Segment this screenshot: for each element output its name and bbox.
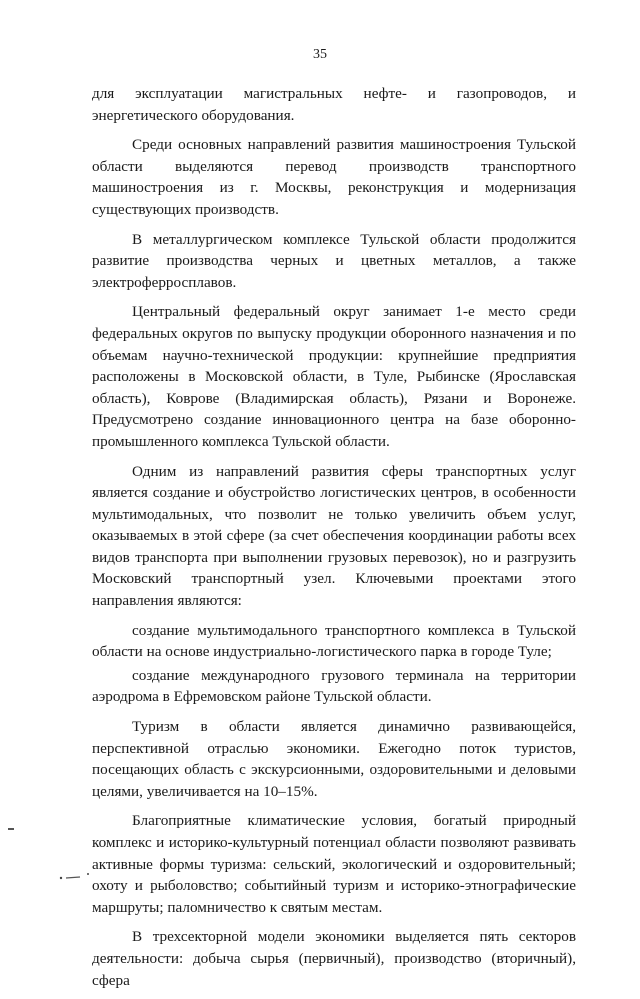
paragraph-8: В трехсекторной модели экономики выделяется пять секторов деятельности: добыча сырья (первичный), производство (вторичный), сфера (92, 928, 576, 989)
document-body (92, 83, 576, 999)
scan-mark-left (8, 828, 14, 830)
scan-mark-bottom (58, 872, 92, 880)
paragraph-5: Одним из направлений развития сферы транспортных услуг является создание и обустройство логистических центров, в особенности мультимодальных, что позволит не только увеличить объем услуг, оказываемых в этой сфере (за счет обеспечения координации работы всех видов транспорта при выполнении грузовых перевозок), но и разгрузить Московский транспортный узел. Ключевыми проектами этого направления являются: (92, 462, 576, 610)
paragraph-2: Среди основных направлений развития машиностроения Тульской области выделяются перевод производств транспортного машиностроения из г. Москвы, реконструкция и модернизация существующих производств. (92, 136, 576, 218)
list-item-2: создание международного грузового терминала на территории аэродрома в Ефремовском районе Тульской области. (92, 666, 576, 706)
paragraph-7: Благоприятные климатические условия, богатый природный комплекс и историко-культурный потенциал области позволяют развивать активные формы туризма: сельский, экологический и оздоровительный; охоту и рыболовство; событийный туризм и историко-этнографические маршруты; паломничество к святым местам. (92, 812, 576, 916)
paragraph-4: Центральный федеральный округ занимает 1-е место среди федеральных округов по выпуску продукции оборонного назначения и по объемам научно-технической продукции: крупнейшие предприятия расположены в Московской области, в Туле, Рыбинске (Ярославская область), Коврове (Владимирская область), Рязани и Воронеже. Предусмотрено создание инновационного центра на базе оборонно-промышленного комплекса Тульской области. (92, 303, 576, 450)
page-number: 35 (313, 47, 327, 62)
paragraph-1: для эксплуатации магистральных нефте- и газопроводов, и энергетического оборудования. (92, 85, 576, 124)
list-item-1: создание мультимодального транспортного комплекса в Тульской области на основе индустриально-логистического парка в городе Туле; (92, 621, 576, 661)
paragraph-3: В металлургическом комплексе Тульской области продолжится развитие производства черных и цветных металлов, а также электроферросплавов. (92, 230, 576, 291)
paragraph-6: Туризм в области является динамично развивающейся, перспективной отраслью экономики. Ежегодно поток туристов, посещающих область с экскурсионными, оздоровительными и деловыми целями, увеличивается на 10–15%. (92, 718, 576, 800)
